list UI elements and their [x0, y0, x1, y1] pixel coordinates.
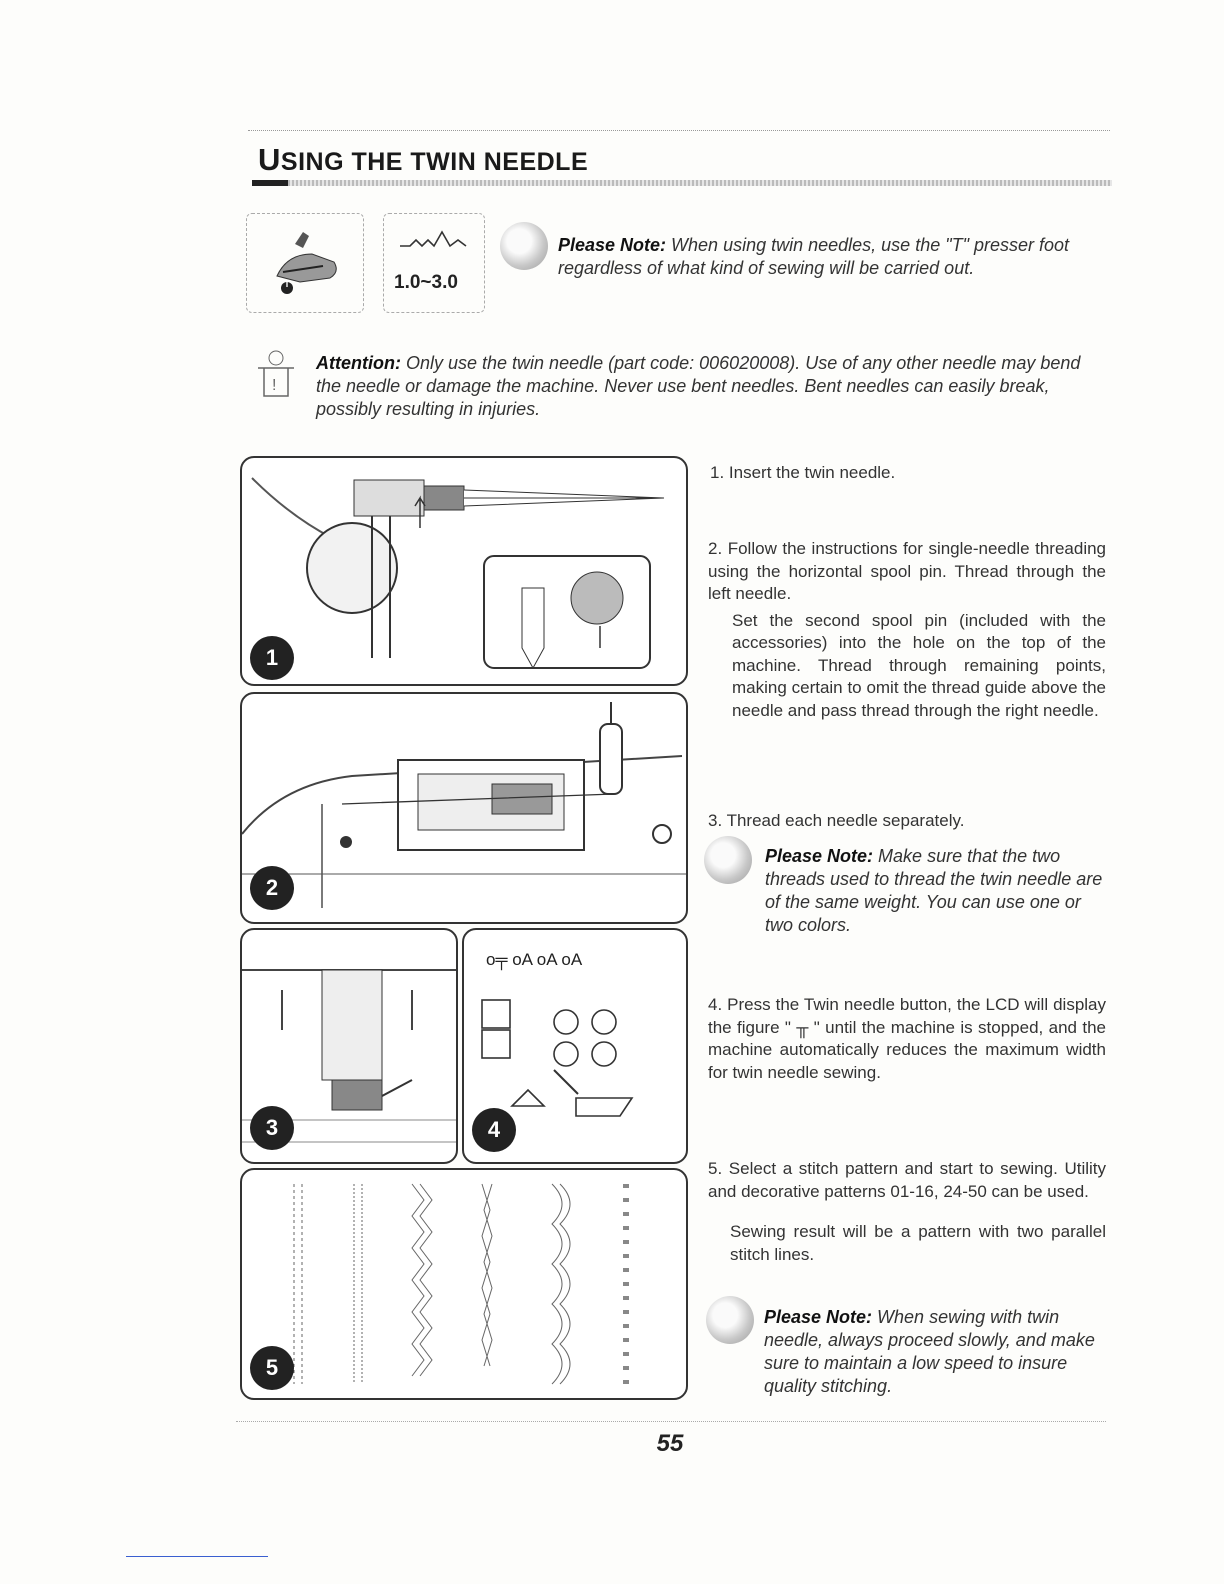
threading-illustration	[242, 694, 686, 922]
footer-rule	[236, 1421, 1106, 1422]
attention-note: Attention: Only use the twin needle (part code: 006020008). Use of any other needle may bend the needle or damage the machine. Never use bent needles. Bent needles can easily break, possibly resulting in injuries.	[316, 353, 1081, 419]
attention-icon	[254, 346, 298, 402]
please-note-icon	[704, 836, 752, 884]
stitch-width-box	[383, 213, 485, 313]
footer-link-underline	[126, 1556, 268, 1557]
page-number: 55	[656, 1430, 684, 1457]
figure-1-insert-needle	[240, 456, 688, 686]
title-underline-accent	[252, 180, 288, 186]
figure-badge-5: 5	[250, 1346, 294, 1390]
step-4-text: 4. Press the Twin needle button, the LCD will display the figure " ╥ " until the machine is stopped, and the machine automatically reduces the maximum width for twin needle sewing.	[708, 995, 1106, 1082]
title-underline-bar	[252, 180, 1112, 186]
page-title: USING THE TWIN NEEDLE	[258, 142, 589, 177]
presser-foot-icon	[247, 214, 363, 312]
figure-badge-3: 3	[250, 1106, 294, 1150]
figure-badge-2: 2	[250, 866, 294, 910]
stitch-width-value: 1.0~3.0	[394, 272, 458, 293]
figure-badge-1: 1	[250, 636, 294, 680]
header-rule	[248, 130, 1110, 131]
presser-foot-letter: T	[284, 279, 290, 289]
step-1-text: 1. Insert the twin needle.	[710, 463, 896, 482]
zigzag-stitch-icon	[396, 228, 472, 252]
figure-4-control-panel	[462, 928, 688, 1164]
step-5-note: Please Note: When sewing with twin needle, always proceed slowly, and make sure to maintain a low speed to insure quality stitching.	[764, 1307, 1095, 1396]
step-2-text: 2. Follow the instructions for single-needle threading using the horizontal spool pin. Thread through the left needle. Set the second spool pin (included with the accessories) into the hole on the top of the machine. Thread through remaining points, making certain to omit the thread guide above the needle and pass thread through the right needle.	[708, 539, 1106, 720]
svg-text:!: !	[272, 377, 277, 394]
figure-3-twin-needle-sewing	[240, 928, 458, 1164]
please-note-icon	[500, 222, 548, 270]
step-3-text: 3. Thread each needle separately.	[708, 811, 965, 830]
stitch-pattern-results	[242, 1170, 686, 1398]
step-3-note: Please Note: Make sure that the two threads used to thread the twin needle are of the same weight. You can use one or two colors.	[765, 846, 1103, 935]
figure-2-threading	[240, 692, 688, 924]
step-5-text: 5. Select a stitch pattern and start to sewing. Utility and decorative patterns 01-16, 24-50 can be used. Sewing result will be a pattern with two parallel stitch lines.	[708, 1159, 1106, 1264]
figure-5-stitch-results	[240, 1168, 688, 1400]
presser-foot-box	[246, 213, 364, 313]
please-note-icon	[706, 1296, 754, 1344]
lcd-symbols: o╤ oA oA oA	[486, 950, 583, 969]
needle-insertion-illustration	[242, 458, 686, 684]
top-note: Please Note: When using twin needles, use the "T" presser foot regardless of what kind of sewing will be carried out.	[558, 235, 1070, 278]
figure-badge-4: 4	[472, 1108, 516, 1152]
